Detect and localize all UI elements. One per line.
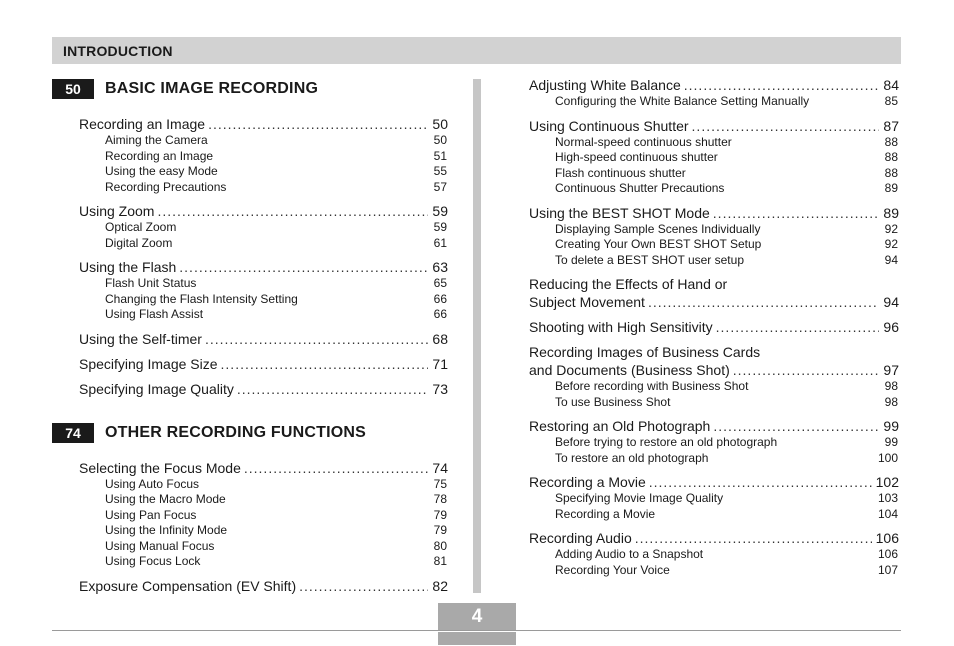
toc-subentry[interactable]: [79, 236, 448, 252]
toc-subentry-page: 100: [877, 450, 898, 465]
toc-subentry-title: Using Flash Assist: [105, 307, 204, 321]
toc-subentry-page: 75: [433, 476, 447, 491]
toc-entry-page: 96: [883, 319, 899, 335]
toc-entry[interactable]: [79, 577, 448, 595]
toc-entry-title: Adjusting White Balance: [529, 77, 681, 93]
toc-subentry[interactable]: [79, 276, 448, 292]
toc-entry-page: 68: [432, 330, 448, 347]
toc-subentry[interactable]: [79, 220, 448, 236]
toc-subentry[interactable]: [529, 150, 899, 166]
toc-subentry[interactable]: [79, 149, 448, 165]
toc-entry-page: 59: [432, 203, 448, 219]
toc-entry-page: 94: [883, 294, 899, 310]
toc-entry-row[interactable]: [79, 202, 448, 220]
toc-subentry-title: Recording an Image: [105, 148, 214, 163]
toc-subentry-page: 50: [433, 133, 447, 147]
toc-subentry[interactable]: [529, 253, 899, 269]
toc-entry-title: Using the BEST SHOT Mode: [529, 204, 710, 221]
header-title: INTRODUCTION: [63, 43, 173, 59]
toc-subentry-title: Flash continuous shutter: [555, 165, 686, 180]
toc-subentry-title: Using the Macro Mode: [105, 492, 226, 506]
toc-entry-row[interactable]: [529, 204, 899, 222]
leader-dots: [733, 361, 880, 379]
section-title[interactable]: BASIC IMAGE RECORDING: [105, 80, 319, 97]
toc-entry-row[interactable]: [529, 293, 899, 311]
toc-entry-page: 87: [883, 117, 899, 134]
toc-entry-page: 50: [432, 116, 448, 132]
toc-subentry[interactable]: [529, 563, 899, 579]
toc-subentry-page: 99: [884, 435, 898, 449]
toc-subentry-title: Changing the Flash Intensity Setting: [105, 291, 298, 306]
leader-dots: [649, 473, 872, 491]
toc-entry-row[interactable]: [529, 318, 899, 336]
left-column: [52, 76, 448, 602]
toc-subentry-page: 65: [433, 276, 447, 290]
toc-entry-title: Exposure Compensation (EV Shift): [79, 577, 297, 594]
toc-entry[interactable]: [79, 459, 448, 570]
toc-entry-page: 63: [432, 259, 448, 275]
toc-entry-page: 71: [432, 355, 448, 372]
toc-entry[interactable]: [79, 380, 448, 398]
toc-entry[interactable]: [529, 417, 899, 466]
toc-subentry-page: 88: [884, 150, 898, 164]
leader-dots: [205, 330, 428, 348]
leader-dots: [635, 529, 872, 547]
toc-subentry-page: 61: [433, 235, 447, 250]
toc-subentry-title: To restore an old photograph: [555, 450, 709, 465]
toc-entry[interactable]: [529, 275, 899, 311]
toc-entry-title: Recording an Image: [79, 116, 206, 132]
toc-entry-title: Recording a Movie: [529, 474, 646, 490]
toc-entry-row[interactable]: [79, 355, 448, 373]
toc-subentry-page: 55: [433, 164, 447, 178]
toc-entry-page: 82: [432, 577, 448, 594]
leader-dots: [716, 318, 880, 336]
toc-entry-title: Selecting the Focus Mode: [79, 459, 241, 476]
leader-dots: [713, 204, 880, 222]
toc-entry-page: 106: [875, 530, 899, 546]
toc-subentry-page: 85: [884, 94, 898, 108]
toc-subentry-title: Using Pan Focus: [105, 507, 197, 522]
toc-subentry[interactable]: [529, 222, 899, 238]
toc-subentry[interactable]: [79, 307, 448, 323]
toc-subentry[interactable]: [529, 379, 899, 395]
section-entries: [52, 115, 448, 398]
toc-entry-row[interactable]: [79, 115, 448, 133]
toc-subentry-title: Before trying to restore an old photograph: [555, 435, 778, 449]
section-heading: [52, 76, 448, 102]
toc-subentry-page: 92: [884, 237, 898, 251]
leader-dots: [299, 577, 428, 595]
toc-subentry[interactable]: [529, 135, 899, 151]
toc-subentry[interactable]: [529, 395, 899, 411]
toc-subentry-page: 88: [884, 165, 898, 180]
leader-dots: [208, 115, 428, 133]
toc-entry-title: and Documents (Business Shot): [529, 362, 730, 378]
toc-entry-row[interactable]: [79, 577, 448, 595]
leader-dots: [244, 459, 429, 477]
toc-entry[interactable]: [529, 318, 899, 336]
toc-subentry[interactable]: [529, 94, 899, 110]
toc-entry-page: 99: [883, 418, 899, 434]
toc-subentry-title: Normal-speed continuous shutter: [555, 134, 732, 149]
toc-subentry[interactable]: [529, 237, 899, 253]
toc-subentry-page: 88: [884, 134, 898, 149]
toc-subentry[interactable]: [529, 451, 899, 467]
leader-dots: [692, 117, 880, 135]
toc-entry-page: 84: [883, 77, 899, 93]
toc-subentry-page: 51: [433, 148, 447, 163]
toc-entry[interactable]: [529, 529, 899, 578]
toc-entry-title: Using the Flash: [79, 259, 177, 275]
toc-subentry-page: 59: [433, 220, 447, 234]
toc-subentry-page: 103: [877, 491, 898, 505]
toc-entry-page: 89: [883, 204, 899, 221]
toc-entry-title: Using Zoom: [79, 203, 155, 219]
toc-subentry[interactable]: [79, 180, 448, 196]
toc-entry-title-line1: Recording Images of Business Cards: [529, 344, 761, 360]
toc-section: [52, 76, 448, 398]
toc-entry-title: Specifying Image Size: [79, 355, 218, 372]
toc-subentry-title: Optical Zoom: [105, 220, 177, 234]
toc-entry-row[interactable]: [529, 473, 899, 491]
toc-entry-page: 102: [875, 474, 899, 490]
toc-entry-page: 73: [432, 380, 448, 397]
toc-entry[interactable]: [529, 76, 899, 110]
toc-entry-title: Using the Self-timer: [79, 330, 202, 347]
toc-entry-title: Recording Audio: [529, 530, 632, 546]
toc-entry-row[interactable]: [79, 459, 448, 477]
toc-section: [52, 420, 448, 595]
toc-subentry-page: 98: [884, 394, 898, 409]
toc-subentry-title: Continuous Shutter Precautions: [555, 181, 725, 195]
toc-subentry[interactable]: [529, 181, 899, 197]
toc-subentry-page: 107: [877, 562, 898, 577]
toc-subentry-page: 66: [433, 307, 447, 321]
leader-dots: [221, 355, 429, 373]
toc-subentry-title: Using Manual Focus: [105, 538, 215, 553]
leader-dots: [157, 202, 428, 220]
toc-entry-row[interactable]: [529, 361, 899, 379]
header-bar: [52, 37, 901, 64]
toc-entry[interactable]: [79, 355, 448, 373]
toc-subentry[interactable]: [529, 491, 899, 507]
toc-subentry-title: To delete a BEST SHOT user setup: [555, 252, 744, 267]
toc-subentry-page: 78: [433, 492, 447, 506]
toc-subentry[interactable]: [79, 164, 448, 180]
toc-entry-page: 97: [883, 362, 899, 378]
toc-subentry-title: Using Auto Focus: [105, 476, 200, 491]
toc-subentry-page: 106: [877, 547, 898, 561]
toc-entry-row[interactable]: [79, 258, 448, 276]
toc-entry-row[interactable]: [79, 330, 448, 348]
toc-subentry-page: 80: [433, 538, 447, 553]
toc-subentry[interactable]: [529, 435, 899, 451]
toc-subentry-title: Using the easy Mode: [105, 164, 218, 178]
toc-subentry-page: 57: [433, 179, 447, 194]
toc-subentry[interactable]: [79, 477, 448, 493]
toc-subentry[interactable]: [529, 166, 899, 182]
leader-dots: [179, 258, 428, 276]
toc-subentry-title: Using Focus Lock: [105, 554, 201, 568]
toc-subentry[interactable]: [79, 539, 448, 555]
right-column: [529, 76, 899, 585]
toc-subentry[interactable]: [79, 523, 448, 539]
toc-subentry-page: 94: [884, 252, 898, 267]
toc-subentry-page: 89: [884, 181, 898, 195]
toc-subentry[interactable]: [529, 507, 899, 523]
toc-subentry-title: Recording Your Voice: [555, 562, 670, 577]
toc-subentry-page: 79: [433, 523, 447, 537]
toc-subentry[interactable]: [79, 554, 448, 570]
toc-subentry-title: High-speed continuous shutter: [555, 150, 718, 164]
toc-subentry-title: Aiming the Camera: [105, 133, 208, 147]
toc-subentry-title: Configuring the White Balance Setting Manually: [555, 94, 810, 108]
toc-subentry[interactable]: [79, 133, 448, 149]
leader-dots: [648, 293, 879, 311]
toc-subentry-page: 104: [877, 506, 898, 521]
toc-entry-row[interactable]: [529, 417, 899, 435]
section-entries: [52, 459, 448, 595]
toc-entry[interactable]: [79, 115, 448, 195]
toc-subentry-title: Flash Unit Status: [105, 276, 197, 290]
toc-subentry-title: Before recording with Business Shot: [555, 379, 749, 393]
leader-dots: [684, 76, 880, 94]
toc-entry-row[interactable]: [529, 529, 899, 547]
leader-dots: [237, 380, 429, 398]
section-page-badge[interactable]: 50: [52, 79, 94, 99]
section-page-badge[interactable]: 74: [52, 423, 94, 443]
toc-subentry-title: Recording Precautions: [105, 179, 227, 194]
toc-subentry-page: 92: [884, 221, 898, 236]
section-heading: [52, 420, 448, 446]
toc-entry-title: Using Continuous Shutter: [529, 117, 689, 134]
toc-entry[interactable]: [529, 204, 899, 269]
toc-subentry-title: Adding Audio to a Snapshot: [555, 547, 704, 561]
toc-entry-row[interactable]: [529, 117, 899, 135]
toc-subentry[interactable]: [529, 547, 899, 563]
toc-entry-page: 74: [432, 459, 448, 476]
toc-entry[interactable]: [79, 330, 448, 348]
toc-subentry[interactable]: [79, 492, 448, 508]
toc-entry-title: Restoring an Old Photograph: [529, 418, 711, 434]
page-number: 4: [471, 606, 483, 627]
toc-subentry-page: 98: [884, 379, 898, 393]
toc-entry[interactable]: [79, 202, 448, 251]
page-number-tab: [438, 603, 516, 645]
toc-subentry-title: Specifying Movie Image Quality: [555, 491, 724, 505]
toc-entry[interactable]: [529, 117, 899, 197]
toc-subentry[interactable]: [79, 508, 448, 524]
toc-subentry-title: Using the Infinity Mode: [105, 523, 228, 537]
toc-subentry-title: Displaying Sample Scenes Individually: [555, 221, 761, 236]
toc-subentry-page: 81: [433, 554, 447, 568]
toc-entry[interactable]: [79, 258, 448, 323]
column-divider: [473, 79, 481, 593]
section-title[interactable]: OTHER RECORDING FUNCTIONS: [105, 423, 366, 441]
toc-entry-title: Specifying Image Quality: [79, 380, 234, 397]
leader-dots: [713, 417, 879, 435]
toc-subentry-title: Digital Zoom: [105, 235, 173, 250]
toc-entry[interactable]: [529, 343, 899, 410]
toc-subentry-title: Recording a Movie: [555, 506, 656, 521]
toc-subentry-title: To use Business Shot: [555, 394, 671, 409]
toc-subentry-page: 79: [433, 507, 447, 522]
toc-subentry[interactable]: [79, 292, 448, 308]
toc-subentry-title: Creating Your Own BEST SHOT Setup: [555, 237, 762, 251]
toc-entry-title: Subject Movement: [529, 294, 645, 310]
toc-entry-row[interactable]: [79, 380, 448, 398]
page-tab-bottom: [438, 632, 516, 645]
toc-subentry-page: 66: [433, 291, 447, 306]
toc-entry-title: Shooting with High Sensitivity: [529, 319, 713, 335]
toc-entry-row[interactable]: [529, 76, 899, 94]
toc-entry[interactable]: [529, 473, 899, 522]
toc-entry-title-line1: Reducing the Effects of Hand or: [529, 276, 728, 292]
